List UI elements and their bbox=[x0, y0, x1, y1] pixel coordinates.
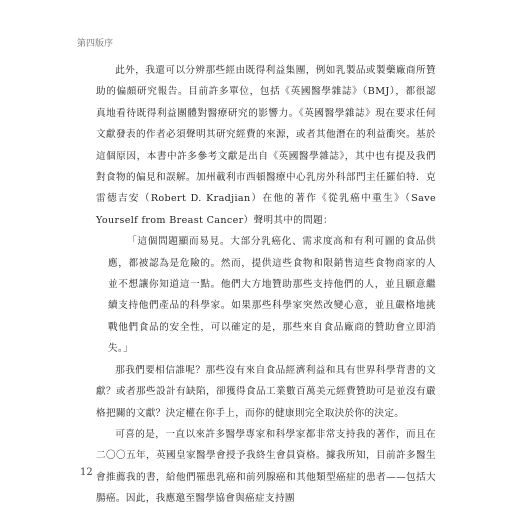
block-quote: 「這個問題顯而易見。大部分乳癌化、需求度高和有利可圖的食品供應，都被認為是危險的。然而，提供這些食物和限銷售這些食物商家的人並不想讓你知道這一點。他們大方地贊助那些支持他們的人，並且願意繼續支持他們產品的科學家。如果那些科學家突然改變心意，並且嚴格地挑戰他們食品的安全性，可以確定的是，那些來自食品廠商的贊助會立即消失。」 bbox=[108, 236, 436, 355]
paragraph: 此外，我還可以分辨那些經由既得利益集團，例如乳製品或製藥廠商所贊助的偏頗研究報告。目前許多單位，包括《英國醫學雜誌》（BMJ），都很認真地看待既得利益團體對醫療研究的影響力。《英國醫學雜誌》現在要求任何文獻發表的作者必須聲明其研究經費的來源，或者其他潛在的利益衝突。基於這個原因，本書中許多參考文獻是出自《英國醫學雜誌》，其中也有提及我們對食物的偏見和誤解。加州載利市西頓醫療中心乳房外科部門主任羅伯特．克雷德吉安（Robert D. Kradjian）在他的著作《從乳癌中重生》（Save Yourself from Breast Cancer）聲明其中的問題： bbox=[96, 65, 436, 226]
running-header: 第四版序 bbox=[77, 39, 114, 49]
paragraph: 那我們要相信誰呢？那些沒有來自食品經濟利益和具有世界科學背書的文獻？或者那些設計有缺陷，卻獲得食品工業數百萬美元經費贊助可是並沒有嚴格把關的文獻？決定權在你手上，而你的健康則完全取決於你的決定。 bbox=[96, 364, 436, 419]
body-text bbox=[96, 60, 436, 510]
paragraph: 可喜的是，一直以來許多醫學專家和科學家都非常支持我的著作，而且在二〇〇五年，英國皇家醫學會授予我終生會員資格。據我所知，目前許多醫生會推薦我的書，給他們罹患乳癌和前列腺癌和其他類型癌症的患者——包括大腸癌。因此，我應邀至醫學協會與癌症支持團 bbox=[96, 428, 436, 505]
page-number: 12 bbox=[80, 467, 93, 478]
